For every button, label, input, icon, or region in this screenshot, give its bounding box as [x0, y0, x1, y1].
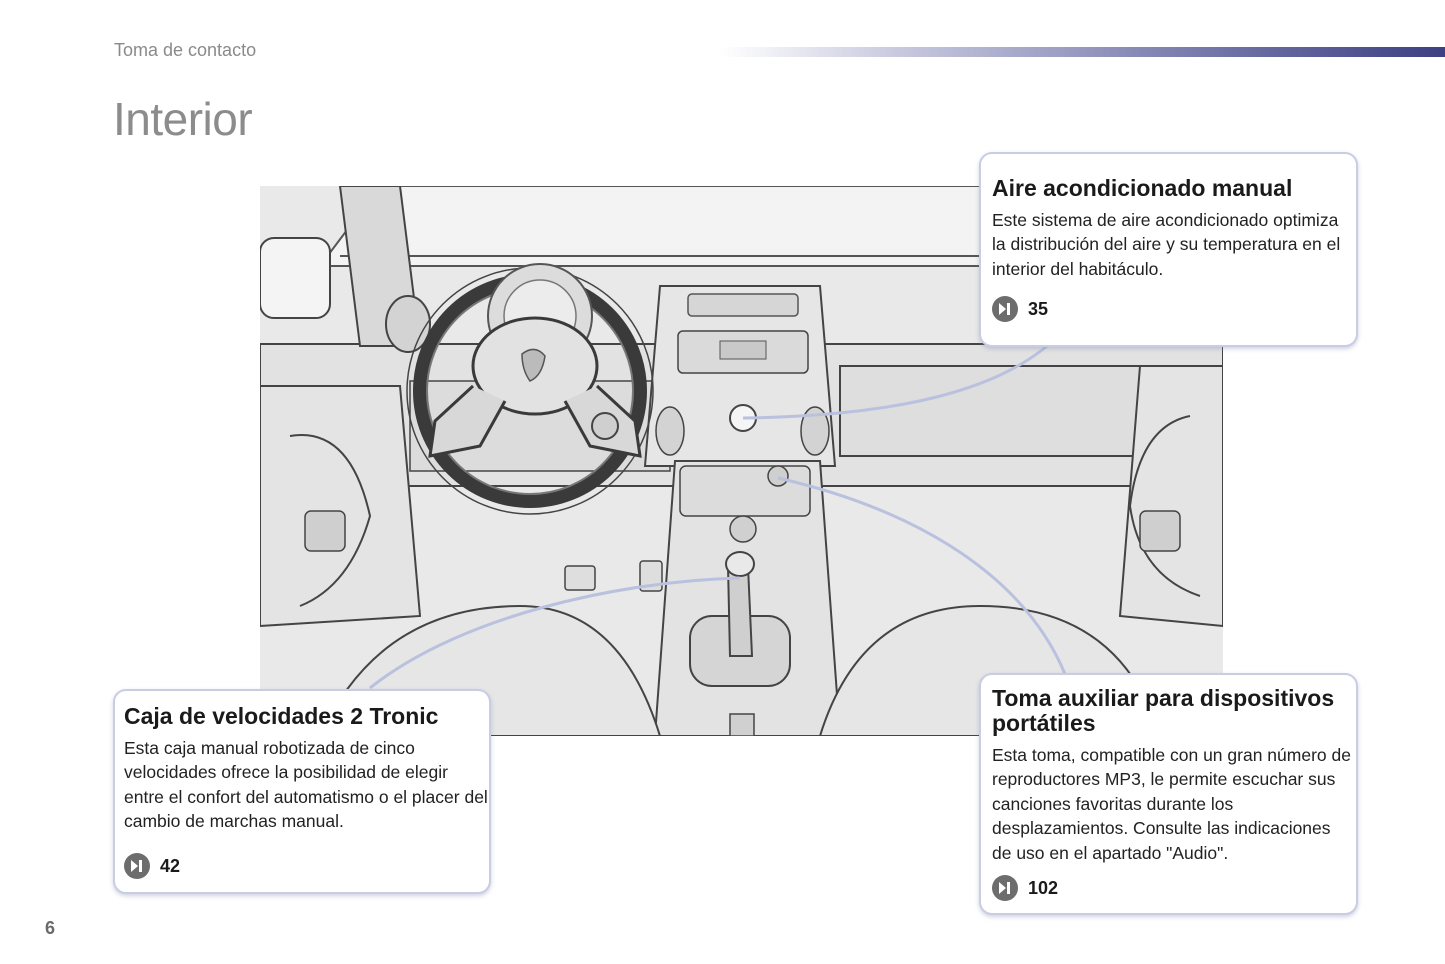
callout-title: Toma auxiliar para dispositivos portátiles: [992, 685, 1335, 736]
callout-text: Este sistema de aire acondicionado optimiza la distribución del aire y su temperatura en el interior del habitáculo.: [992, 210, 1341, 279]
page-number: 6: [45, 918, 56, 938]
callout-title: Caja de velocidades 2 Tronic: [124, 703, 439, 729]
callout-text: Esta caja manual robotizada de cinco velocidades ofrece la posibilidad de elegir entre el confort del automatismo o el placer del cambio de marchas manual.: [124, 738, 488, 832]
page-reference-number[interactable]: 35: [1028, 298, 1049, 319]
page-reference[interactable]: [124, 853, 180, 879]
page-reference[interactable]: [992, 296, 1048, 322]
callout-text: Esta toma, compatible con un gran número de reproductores MP3, le permite escuchar sus canciones favoritas durante los desplazamientos. Consulte las indicaciones de uso en el apartado "Audio".: [992, 745, 1351, 863]
callout-auxiliary-socket: [979, 673, 1358, 915]
callout-air-conditioning: [979, 152, 1358, 347]
header-gradient-bar: [720, 47, 1445, 57]
section-label: Toma de contacto: [114, 40, 257, 60]
page-reference-number[interactable]: 102: [1028, 877, 1059, 898]
page-reference[interactable]: [992, 875, 1058, 901]
forward-arrow-icon: [992, 296, 1018, 322]
callout-title: Aire acondicionado manual: [992, 175, 1293, 201]
forward-arrow-icon: [124, 853, 150, 879]
page-title: Interior: [113, 93, 253, 145]
callout-gearbox: [113, 689, 491, 894]
forward-arrow-icon: [992, 875, 1018, 901]
page-reference-number[interactable]: 42: [160, 855, 181, 876]
